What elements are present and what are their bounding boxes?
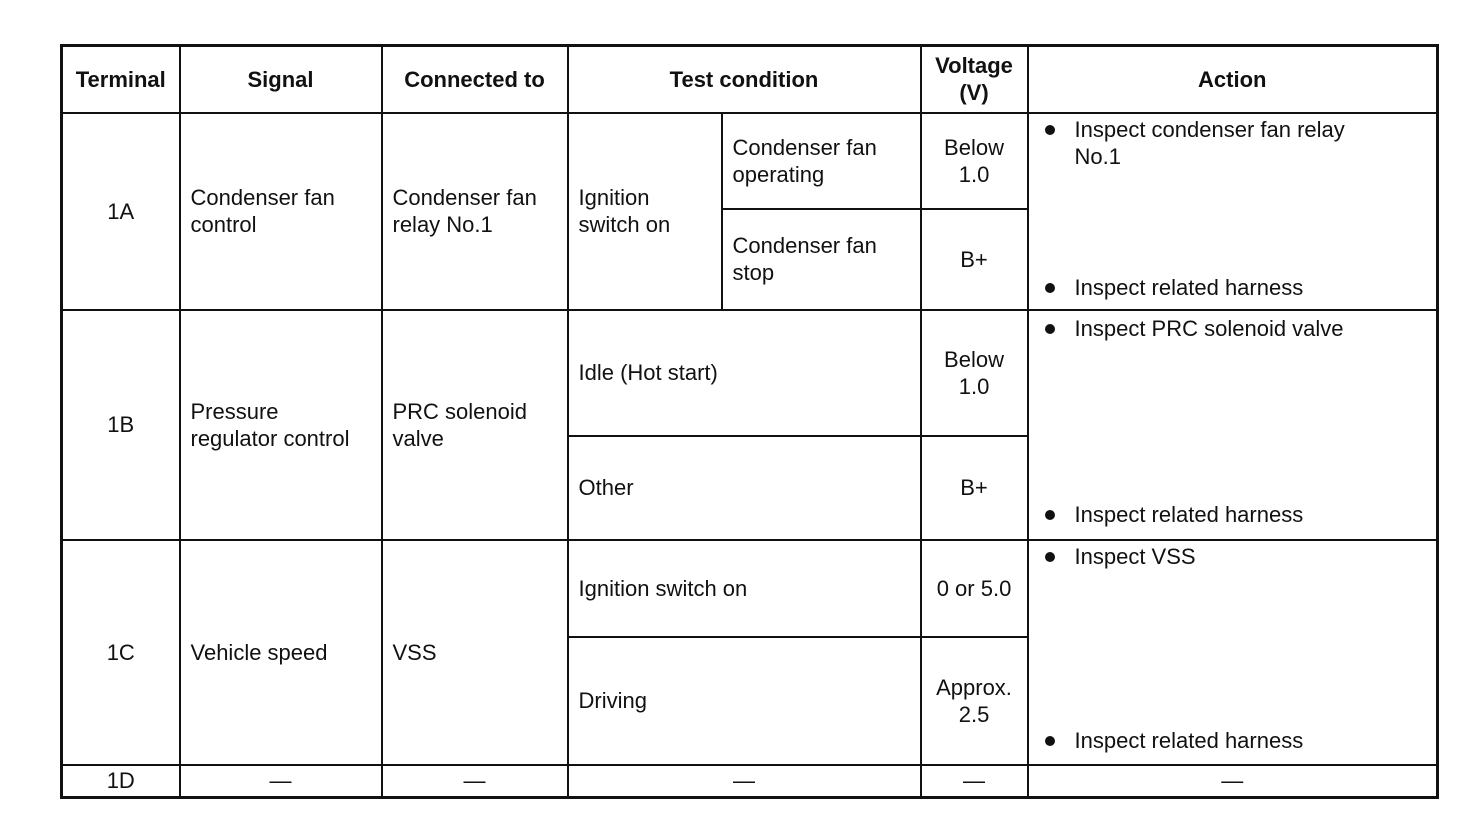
action-text: Inspect condenser fan relay No.1: [1074, 116, 1345, 169]
action-item: [1045, 116, 1395, 170]
voltage-cell: B+: [921, 436, 1028, 540]
condition-main-cell: Ignition switch on: [568, 113, 722, 310]
terminal-cell: 1B: [62, 310, 180, 540]
action-item: [1045, 274, 1304, 301]
condition-cell: Condenser fan operating: [722, 113, 921, 210]
bullet-icon: [1045, 125, 1055, 135]
voltage-cell: [921, 113, 1028, 210]
voltage-line1: Below: [944, 346, 1004, 372]
condition-cell: Other: [568, 436, 921, 540]
voltage-cell: [921, 637, 1028, 765]
action-item: [1045, 315, 1344, 342]
condition-cell: —: [568, 765, 921, 798]
action-text: Inspect related harness: [1074, 501, 1304, 527]
voltage-cell: B+: [921, 209, 1028, 309]
terminal-inspection-table: [60, 44, 1439, 799]
bullet-icon: [1045, 552, 1055, 562]
voltage-line2: 2.5: [958, 701, 990, 727]
header-action: Action: [1028, 46, 1438, 113]
action-cell: [1028, 540, 1438, 765]
action-item: [1045, 543, 1196, 570]
action-cell: [1028, 113, 1438, 310]
action-text: Inspect VSS: [1074, 543, 1196, 569]
signal-cell: Vehicle speed: [180, 540, 382, 765]
voltage-line2: 1.0: [958, 161, 990, 187]
voltage-line1: Below: [944, 134, 1004, 160]
voltage-cell: 0 or 5.0: [921, 540, 1028, 637]
bullet-icon: [1045, 510, 1055, 520]
condition-cell: Condenser fan stop: [722, 209, 921, 309]
connected-to-cell: —: [382, 765, 568, 798]
header-terminal: Terminal: [62, 46, 180, 113]
action-item: [1045, 501, 1304, 528]
header-signal: Signal: [180, 46, 382, 113]
action-cell: [1028, 310, 1438, 540]
signal-cell: Condenser fan control: [180, 113, 382, 310]
action-text: Inspect related harness: [1074, 727, 1304, 753]
table-row-1d: [62, 765, 1438, 798]
header-row: [62, 46, 1438, 113]
signal-cell: —: [180, 765, 382, 798]
terminal-cell: 1D: [62, 765, 180, 798]
connected-to-cell: Condenser fan relay No.1: [382, 113, 568, 310]
table-row-1a: [62, 113, 1438, 210]
action-cell: —: [1028, 765, 1438, 798]
action-text: Inspect PRC solenoid valve: [1074, 315, 1344, 341]
action-item: [1045, 727, 1304, 754]
voltage-line1: Approx.: [936, 674, 1012, 700]
bullet-icon: [1045, 324, 1055, 334]
connected-to-cell: PRC solenoid valve: [382, 310, 568, 540]
header-test-condition: Test condition: [568, 46, 921, 113]
voltage-cell: [921, 310, 1028, 436]
table-row-1b: [62, 310, 1438, 436]
signal-cell: Pressure regulator control: [180, 310, 382, 540]
table-row-1c: [62, 540, 1438, 637]
bullet-icon: [1045, 736, 1055, 746]
action-text: Inspect related harness: [1074, 274, 1304, 300]
condition-cell: Ignition switch on: [568, 540, 921, 637]
header-voltage-line1: Voltage: [935, 53, 1013, 79]
condition-cell: Idle (Hot start): [568, 310, 921, 436]
connected-to-cell: VSS: [382, 540, 568, 765]
header-voltage: [921, 46, 1028, 113]
terminal-cell: 1C: [62, 540, 180, 765]
voltage-cell: —: [921, 765, 1028, 798]
voltage-line2: 1.0: [958, 373, 990, 399]
bullet-icon: [1045, 283, 1055, 293]
header-connected-to: Connected to: [382, 46, 568, 113]
condition-cell: Driving: [568, 637, 921, 765]
header-voltage-line2: (V): [959, 80, 989, 106]
terminal-cell: 1A: [62, 113, 180, 310]
